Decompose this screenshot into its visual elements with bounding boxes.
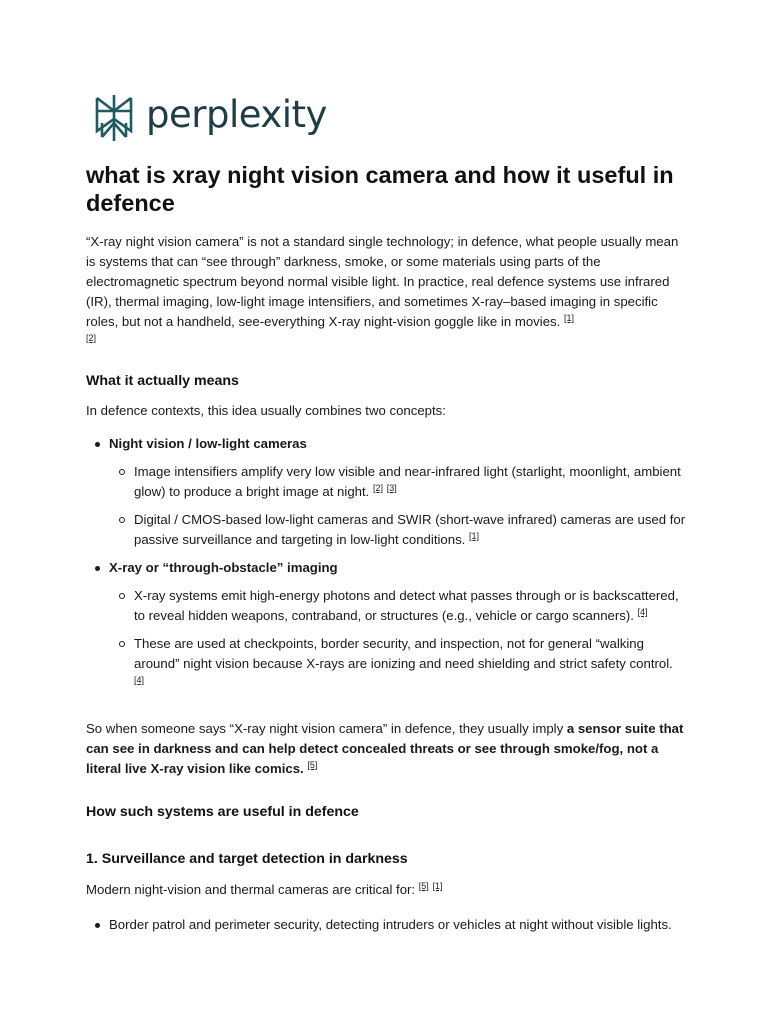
list-item — [86, 586, 686, 626]
lead-text: Modern night-vision and thermal cameras are critical for: — [86, 882, 416, 897]
section-heading: What it actually means — [86, 373, 239, 389]
citation-link[interactable]: [2] — [373, 483, 384, 493]
summary-text: So when someone says “X-ray night vision camera” in defence, they usually imply — [86, 721, 567, 736]
list-item-text: Border patrol and perimeter security, detecting intruders or vehicles at night without visible lights. — [109, 917, 672, 932]
citation-link[interactable]: [5] — [307, 760, 318, 770]
perplexity-mark-icon — [94, 93, 134, 143]
concept-list — [86, 434, 686, 694]
list-item-text: X-ray systems emit high-energy photons and detect what passes through or is backscattered, to reveal hidden weapons, contraband, or structures (e.g., vehicle or cargo scanners). — [134, 588, 679, 623]
list-item-text: Image intensifiers amplify very low visible and near-infrared light (starlight, moonlight, ambient glow) to produce a bright image at night. — [134, 464, 681, 499]
citation-link[interactable]: [3] — [386, 483, 397, 493]
citation-link[interactable]: [5] — [418, 881, 429, 891]
citation-link[interactable]: [1] — [432, 881, 443, 891]
citation-link[interactable]: [2] — [86, 333, 97, 343]
perplexity-logo — [94, 93, 327, 143]
list-item — [86, 434, 686, 550]
bullet-label: Night vision / low-light cameras — [109, 436, 307, 451]
list-item — [86, 510, 686, 550]
summary-emphasis: a sensor suite that can see in darkness and can help detect concealed threats or see through smoke/fog, not a literal live X-ray vision like comics. — [86, 721, 684, 776]
summary-paragraph — [86, 719, 686, 779]
list-item — [86, 462, 686, 502]
section-heading: How such systems are useful in defence — [86, 804, 359, 820]
usage-list — [86, 915, 686, 935]
bullet-label: X-ray or “through-obstacle” imaging — [109, 560, 338, 575]
list-item-text: These are used at checkpoints, border security, and inspection, not for general “walking around” night vision because X-rays are ionizing and need shielding and strict safety control. — [134, 636, 673, 671]
logo-wordmark: perplexity — [146, 92, 327, 136]
list-item — [86, 634, 686, 694]
section-lead: In defence contexts, this idea usually combines two concepts: — [86, 403, 446, 418]
list-item — [86, 915, 686, 935]
page-title: what is xray night vision camera and how it useful in defence — [86, 162, 674, 216]
subsection-heading: 1. Surveillance and target detection in darkness — [86, 851, 408, 867]
citation-link[interactable]: [1] — [563, 313, 574, 323]
citation-link[interactable]: [4] — [637, 607, 648, 617]
section-lead — [86, 880, 686, 900]
list-item-text: Digital / CMOS-based low-light cameras and SWIR (short-wave infrared) cameras are used for passive surveillance and targeting in low-light conditions. — [134, 512, 686, 547]
citation-link[interactable]: [1] — [469, 531, 480, 541]
list-item — [86, 558, 686, 694]
citation-link[interactable]: [4] — [134, 675, 145, 685]
intro-paragraph — [86, 232, 686, 352]
intro-text: “X-ray night vision camera” is not a standard single technology; in defence, what people usually mean is systems that can “see through” darkness, smoke, or some materials using parts of the electromagnetic spectrum beyond normal visible light. In practice, real defence systems use infrared (IR), thermal imaging, low-light image intensifiers, and sometimes X-ray–based imaging in specific roles, but not a handheld, see-everything X-ray night-vision goggle like in movies. — [86, 234, 679, 329]
